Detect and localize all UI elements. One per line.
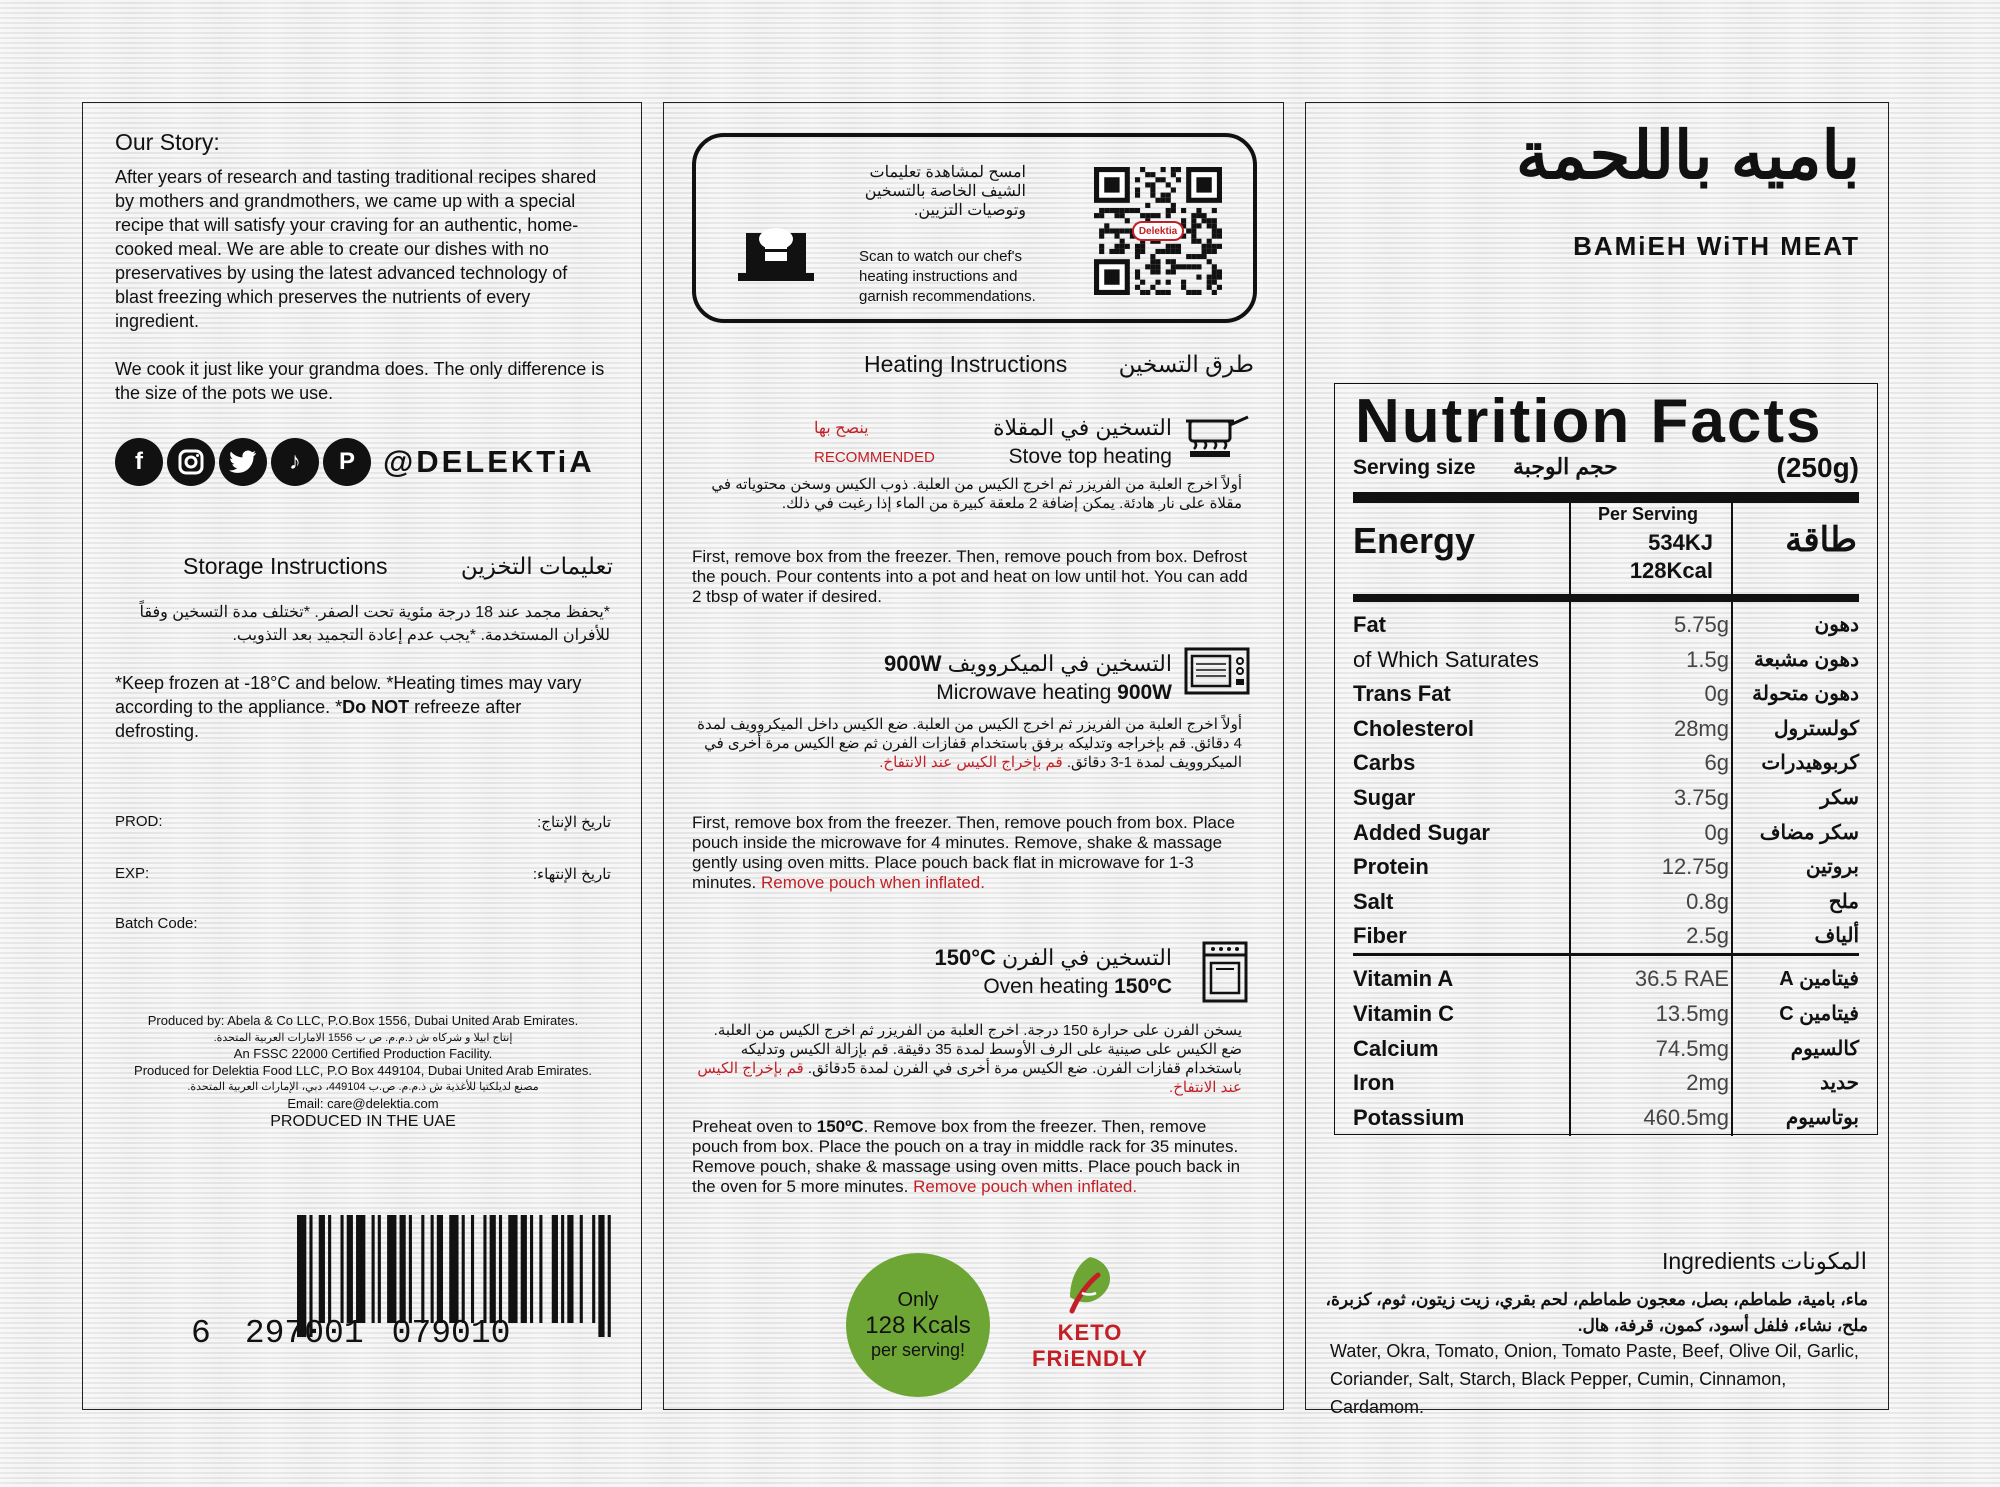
microwave-power-en: 900W	[1117, 681, 1172, 704]
leaf-icon	[1060, 1253, 1120, 1315]
nutrient-name-ar: بوتاسيوم	[1785, 1107, 1859, 1130]
social-links	[115, 438, 595, 486]
nutrient-name: Sugar	[1353, 785, 1416, 810]
microwave-title-ar: التسخين في الميكروويف	[947, 651, 1172, 676]
nutrient-name-ar: كالسيوم	[1790, 1037, 1859, 1060]
barcode-bar	[437, 1215, 443, 1323]
oven-title-ar: التسخين في الفرن	[1002, 945, 1172, 970]
batch-code-label: Batch Code:	[115, 915, 198, 932]
oven-section	[814, 945, 1172, 999]
nutrient-name-ar: ألياف	[1814, 925, 1859, 948]
chef-laptop-icon	[738, 219, 814, 285]
barcode-digits-3: 079010	[391, 1315, 511, 1352]
nutrient-row-vitamin-c	[1353, 995, 1859, 1030]
nutrient-row-cholesterol	[1353, 710, 1859, 745]
qr-card[interactable]	[692, 133, 1257, 323]
nutrient-value: 3.75g	[1673, 785, 1729, 810]
ingredients-title-en: Ingredients	[1662, 1248, 1776, 1274]
oven-title-en: Oven heating	[983, 975, 1109, 998]
microwave-power-ar: 900W	[884, 651, 942, 676]
oven-temp-en: 150ºC	[1114, 975, 1172, 998]
barcode-digits-2: 297001	[244, 1315, 364, 1352]
storage-en-text: *Keep frozen at -18°C and below. *Heating times may vary according to the appliance. *Do NOT refreeze after defrosting.	[115, 673, 582, 741]
nutrient-name-ar: ملح	[1828, 890, 1859, 913]
nutrient-name: Protein	[1353, 854, 1429, 880]
story-paragraph-1: After years of research and tasting traditional recipes shared by mothers and grandmothers, we came up with a special recipe that will satisfy your craving for an authentic, home-cooked meal. We are able to create our dishes with no preservatives by using the latest advanced technology of blast freezing which preserves the nutrients of every ingredient.	[115, 167, 597, 331]
qr-code[interactable]	[1094, 167, 1222, 295]
storage-title-ar: تعليمات التخزين	[460, 553, 613, 579]
nutrient-name: Potassium	[1353, 1105, 1465, 1131]
microwave-ar-text: أولاً اخرج العلبة من الفريزر ثم اخرج الكيس من العلبة. ضع الكيس داخل الميكروويف لمدة 4 دقائق. قم بإخراجه وتدليكه برفق باستخدام قفازات الفرن ثم ضع الكيس مرة أخرى في الميكروويف لمدة 1-3 دقائق. قم بإخراج الكيس عند الانتفاخ.	[697, 716, 1242, 771]
qr-ar-text: امسح لمشاهدة تعليمات الشيف الخاصة بالتسخين وتوصيات التزيين.	[864, 164, 1026, 219]
nutrient-name-ar: دهون	[1814, 614, 1859, 636]
nutrient-name: Vitamin A	[1353, 966, 1454, 991]
microwave-title-en: Microwave heating	[936, 681, 1112, 704]
nutrient-value: 460.5mg	[1643, 1105, 1729, 1131]
barcode-bar	[567, 1215, 573, 1323]
heating-panel	[663, 102, 1284, 1410]
recommended-en: RECOMMENDED	[814, 448, 935, 466]
story-title: Our Story:	[115, 129, 220, 155]
barcode-bar	[421, 1215, 424, 1323]
nutrient-name-ar: سكر مضاف	[1759, 821, 1859, 844]
serving-size-row: Serving size حجم الوجبة (250g)	[1353, 452, 1859, 483]
qr-en-text: Scan to watch our chef's heating instructions and garnish recommendations.	[859, 248, 1036, 305]
barcode-bar	[508, 1215, 517, 1323]
nutrient-value: 5.75g	[1673, 612, 1729, 637]
nutrient-name: Vitamin C	[1353, 1000, 1455, 1026]
stove-en-text: First, remove box from the freezer. Then, remove pouch from box. Defrost the pouch. Pour contents into a pot and heat on low until hot. You can add 2 tbsp of water if desired.	[692, 547, 1248, 606]
story-panel	[82, 102, 642, 1410]
nutrient-value: 0g	[1704, 681, 1729, 707]
nutrient-row-fiber	[1353, 917, 1859, 952]
barcode-bar	[372, 1215, 375, 1323]
qr-brand-logo: Delektia	[1132, 221, 1184, 241]
barcode-bar	[580, 1215, 583, 1323]
barcode-bar	[471, 1215, 474, 1323]
barcode-bar	[552, 1215, 558, 1323]
microwave-en-text: First, remove box from the freezer. Then, remove pouch from box. Place pouch inside the microwave for 4 minutes. Remove, shake & massage gently using oven mitts. Place pouch back flat in microwave for 1-3 minutes. Remove pouch when inflated.	[692, 813, 1235, 892]
nutrient-name-ar: كربوهيدرات	[1761, 752, 1859, 775]
nutrient-value: 13.5mg	[1655, 1000, 1729, 1026]
barcode-bar	[400, 1215, 406, 1323]
barcode	[191, 1215, 611, 1385]
storage-header	[183, 553, 613, 580]
nutrient-value: 12.75g	[1661, 854, 1729, 880]
barcode-bar	[561, 1215, 564, 1323]
exp-date-label: EXP: تاريخ الإنتهاء:	[115, 865, 611, 883]
microwave-section	[814, 651, 1172, 705]
pan-icon	[1184, 405, 1250, 465]
nutrient-row-calcium	[1353, 1030, 1859, 1065]
nutrient-row-of-which-saturates	[1353, 641, 1859, 676]
heating-header	[864, 351, 1254, 378]
barcode-bar	[499, 1215, 502, 1323]
energy-kcal: 128Kcal	[1629, 558, 1713, 583]
barcode-bar	[483, 1215, 486, 1323]
barcode-bar	[462, 1215, 465, 1323]
nutrition-panel	[1305, 102, 1889, 1417]
nutrient-name-ar: بروتين	[1805, 856, 1859, 879]
pinterest-icon[interactable]: P	[323, 438, 371, 486]
oven-en-text: Preheat oven to 150ºC. Remove box from the freezer. Then, remove pouch from box. Place the pouch on a tray in middle rack for 35 minutes. Remove pouch, shake & massage using oven mitts. Place pouch back in the oven for 5 more minutes. Remove pouch when inflated.	[692, 1117, 1241, 1196]
prod-date-label: PROD: تاريخ الإنتاج:	[115, 813, 611, 831]
stove-title-ar: التسخين في المقلاة	[992, 415, 1172, 440]
barcode-bar	[449, 1215, 458, 1323]
stove-title-en: Stove top heating	[1008, 445, 1172, 468]
nutrient-name: of Which Saturates	[1353, 646, 1539, 672]
barcode-bar	[490, 1215, 496, 1323]
thick-divider-1	[1353, 492, 1859, 503]
nutrient-name-ar: كولسترول	[1773, 717, 1859, 740]
recommended-ar: ينصح بها	[814, 420, 869, 437]
barcode-bar	[539, 1215, 542, 1323]
tiktok-icon[interactable]: ♪	[271, 438, 319, 486]
nutrient-row-sugar	[1353, 779, 1859, 814]
product-title-ar: باميه باللحمة	[1515, 118, 1860, 192]
barcode-bar	[340, 1215, 343, 1323]
thick-divider-2	[1353, 594, 1859, 602]
barcode-bar	[431, 1215, 434, 1323]
nutrient-row-added-sugar	[1353, 814, 1859, 849]
nutrient-row-trans-fat	[1353, 675, 1859, 710]
barcode-bar	[409, 1215, 412, 1323]
nutrient-value: 0.8g	[1686, 888, 1729, 914]
barcode-bar	[328, 1215, 331, 1323]
nutrient-row-fat	[1353, 606, 1859, 641]
barcode-bar	[378, 1215, 381, 1323]
nutrient-name: Fat	[1353, 612, 1386, 637]
social-handle[interactable]: @DELEKTiA	[383, 444, 595, 479]
heating-title-ar: طرق التسخين	[1118, 351, 1254, 377]
nutrient-row-iron	[1353, 1064, 1859, 1099]
nutrient-value: 28mg	[1673, 715, 1729, 741]
nutrient-row-salt	[1353, 883, 1859, 918]
nutrient-name: Cholesterol	[1353, 715, 1475, 741]
barcode-bar	[592, 1215, 595, 1323]
nutrient-value: 36.5 RAE	[1634, 966, 1729, 991]
ingredients-en: Water, Okra, Tomato, Onion, Tomato Paste, Beef, Olive Oil, Garlic, Coriander, Salt, Starch, Black Pepper, Cumin, Cinnamon, Cardamom.	[1330, 1341, 1859, 1417]
barcode-bar	[356, 1215, 365, 1323]
nutrient-name-ar: دهون مشبعة	[1754, 648, 1859, 671]
nutrient-name-ar: سكر	[1820, 787, 1859, 809]
product-title-en: BAMiEH WiTH MEAT	[1573, 231, 1860, 261]
nutrient-value: 6g	[1704, 750, 1729, 776]
oven-ar-text: يسخن الفرن على حرارة 150 درجة. اخرج العلبة من الفريزر ثم اخرج الكيس من العلبة. ضع الكيس على صينية على الرف الأوسط لمدة 35 دقيقة. قم بإزالة الكيس وتدليكه باستخدام قفازات الفرن. ضع الكيس مرة أخرى في الفرن لمدة 5دقائق. قم بإخراج الكيس عند الانتفاخ.	[697, 1022, 1242, 1096]
per-serving-label: Per Serving	[1597, 504, 1699, 524]
heating-title-en: Heating Instructions	[864, 351, 1068, 377]
barcode-bar	[387, 1215, 396, 1323]
barcode-bar	[530, 1215, 533, 1323]
ingredients-title-ar: المكونات	[1780, 1248, 1867, 1274]
barcode-bar	[319, 1215, 325, 1323]
nutrient-name-ar: حديد	[1820, 1072, 1859, 1095]
nutrient-name: Added Sugar	[1353, 819, 1490, 845]
nutrient-name: Fiber	[1353, 923, 1407, 949]
ingredients-header	[1662, 1248, 1867, 1275]
nutrient-row-protein	[1353, 848, 1859, 883]
nutrient-name: Calcium	[1353, 1035, 1439, 1061]
calorie-badge: Only 128 Kcals per serving!	[846, 1253, 990, 1397]
vitamin-divider	[1353, 953, 1859, 956]
stove-ar-text: أولاً اخرج العلبة من الفريزر ثم اخرج الكيس من العلبة. ذوب الكيس وسخن محتوياته في مقلاة على نار هادئة. يمكن إضافة 2 ملعقة كبيرة من الماء إذا رغبت في ذلك.	[711, 476, 1242, 512]
nutrient-row-carbs	[1353, 744, 1859, 779]
producer-info: Produced by: Abela & Co LLC, P.O.Box 1556, Dubai United Arab Emirates. إنتاج ابيلا و شركاه ش ذ.م.م. ص ب 1556 الامارات العربية المتحدة. An FSSC 22000 Certified Production Facility. Produced for Delektia Food LLC, P.O Box 449104, Dubai United Arab Emirates. مصنع لديلكتيا للأغذية ش ذ.م.م. ص.ب 449104، دبي، الإمارات العربية المتحدة. Email: care@delektia.com PRODUCED IN THE UAE	[134, 1013, 592, 1130]
stove-section	[814, 415, 1172, 469]
storage-title-en: Storage Instructions	[183, 553, 388, 579]
microwave-icon	[1184, 647, 1250, 697]
nutrient-name-ar: فيتامين C	[1779, 1002, 1859, 1025]
nutrient-name: Iron	[1353, 1070, 1395, 1096]
nutrient-value: 0g	[1704, 819, 1729, 845]
twitter-icon[interactable]	[219, 438, 267, 486]
energy-kj: 534KJ	[1648, 530, 1713, 555]
nutrition-facts-table	[1334, 383, 1878, 1135]
ingredients-ar: ماء، بامية، طماطم، بصل، معجون طماطم، لحم بقري، زيت زيتون، ثوم، كزبرة، ملح، نشاء، فلفل أسود، كمون، قرفة، هال.	[1325, 1290, 1868, 1335]
keto-badge: KETO FRiENDLY	[1020, 1253, 1160, 1372]
nutrient-name: Carbs	[1353, 750, 1416, 776]
nutrient-name-ar: فيتامين A	[1779, 968, 1859, 990]
oven-icon	[1202, 941, 1248, 1003]
nutrition-title: Nutrition Facts	[1355, 387, 1823, 456]
facebook-icon[interactable]: f	[115, 438, 163, 486]
nutrient-value: 74.5mg	[1655, 1035, 1729, 1061]
nutrient-name-ar: دهون متحولة	[1752, 683, 1859, 706]
energy-label-en: Energy	[1353, 520, 1476, 561]
story-paragraph-2: We cook it just like your grandma does. The only difference is the size of the pots we use.	[115, 359, 605, 403]
nutrient-name: Salt	[1353, 888, 1394, 914]
nutrient-value: 2mg	[1686, 1070, 1729, 1096]
barcode-bar	[521, 1215, 527, 1323]
storage-ar-text: *يحفظ مجمد عند 18 درجة مئوية تحت الصفر. *تختلف مدة التسخين وفقاً للأفران المستخدمة. *يجب عدم إعادة التجميد بعد التذويب.	[139, 604, 610, 644]
barcode-bar	[347, 1215, 353, 1323]
nutrient-name: Trans Fat	[1353, 681, 1451, 707]
barcode-digit-1: 6	[191, 1315, 211, 1352]
energy-label-ar: طاقة	[1785, 521, 1857, 559]
nutrient-row-potassium	[1353, 1099, 1859, 1134]
nutrient-value: 2.5g	[1686, 923, 1729, 949]
oven-temp-ar: 150°C	[934, 945, 996, 970]
instagram-icon[interactable]	[167, 438, 215, 486]
nutrient-value: 1.5g	[1686, 646, 1729, 672]
nutrient-row-vitamin-a	[1353, 960, 1859, 995]
